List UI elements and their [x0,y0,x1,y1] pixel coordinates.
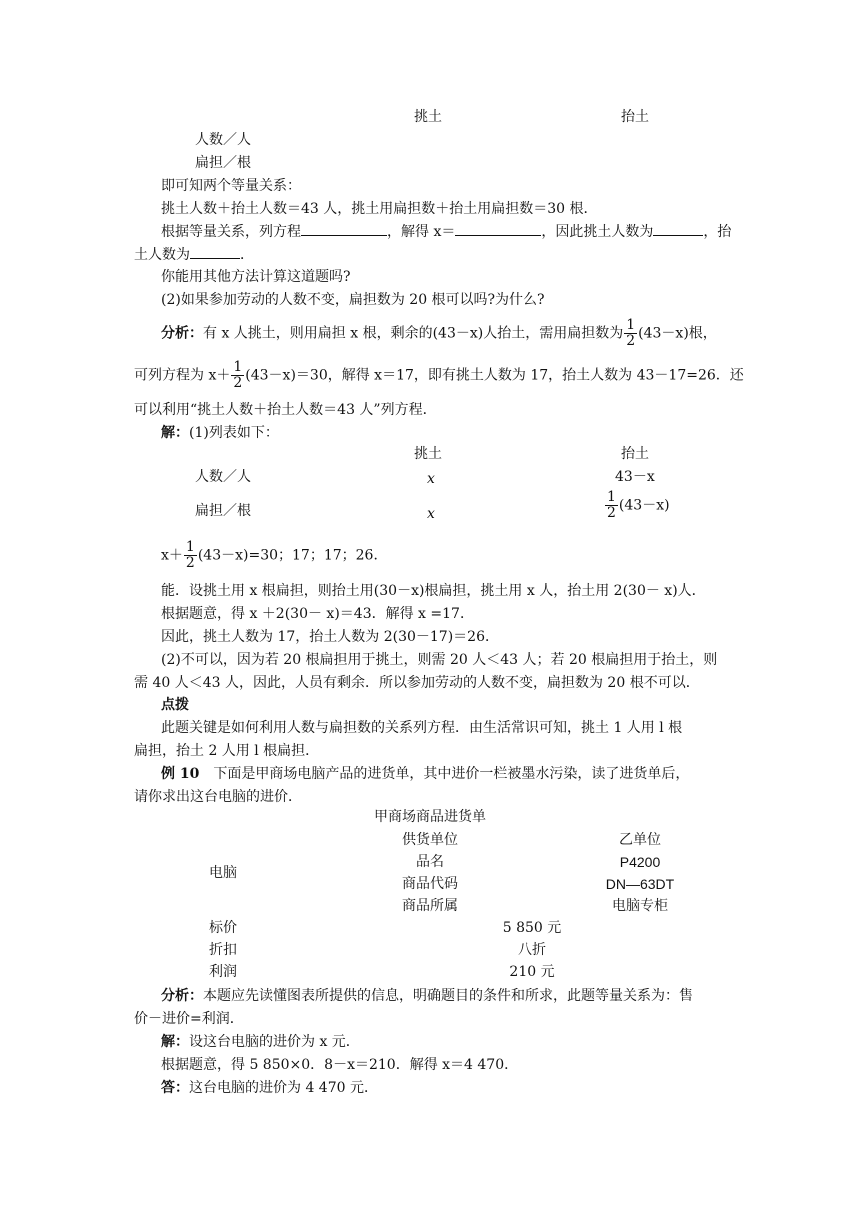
alt-method-line-2: 根据题意，得 x ＋2(30－ x)＝43．解得 x =17． [161,606,474,622]
table2-header-taitu: 抬土 [621,446,649,462]
example-10-line-2: 请你求出这台电脑的进价． [134,789,302,805]
analysis-line-1 [161,318,717,349]
example-10-text-a: 下面是甲商场电脑产品的进货单，其中进价一栏被墨水污染，读了进货单后， [213,766,690,782]
solution-label: 解： [161,425,189,441]
equation-text-f: ． [240,247,254,263]
analysis2-text-a: 可列方程为 x＋ [134,367,231,384]
fraction-half [624,318,637,349]
table2-cell-poles-taitu-expr: (43－x) [618,497,670,514]
part2-line-1: (2)不可以，因为若 20 根扁担用于挑土，则需 20 人＜43 人；若 20 根扁担用于抬土，则 [161,652,718,668]
question-2: (2)如果参加劳动的人数不变，扁担数为 20 根可以吗?为什么? [161,292,545,308]
invoice-name-value: P4200 [619,854,661,870]
invoice-price-value: 5 850 元 [502,920,562,936]
table2-cell-people-tiaotu: x [427,471,435,487]
relation-line: 挑土人数＋抬土人数＝43 人，挑土用扁担数＋抬土用扁担数＝30 根． [161,201,598,217]
invoice-name-label: 品名 [416,854,444,870]
other-method-question: 你能用其他方法计算这道题吗? [161,269,351,285]
table1-row-poles: 扁担／根 [195,155,251,171]
answer-blank-taitu [190,244,240,259]
answer-blank-equation [301,221,387,236]
analysis-line-2 [134,360,744,391]
fraction-denominator: 2 [185,555,195,571]
solution-text-a: (1)列表如下： [189,425,279,441]
table1-header-tiaotu: 挑土 [414,109,442,125]
alt-method-line-3: 因此，挑土人数为 17，抬土人数为 2(30－17)＝26． [161,629,499,645]
solution2-line-1 [161,1032,360,1052]
solution2-line-2: 根据题意，得 5 850×0．8－x＝210．解得 x＝4 470． [161,1057,519,1073]
answer-blank-tiaotu [653,221,703,236]
solution2-text-a: 设这台电脑的进价为 x 元． [189,1034,360,1050]
equation-text-b: ，解得 x＝ [387,224,456,240]
answer-text-b: (43－x)=30；17；17；26． [197,547,388,564]
analysis2-text-line-a: 本题应先读懂图表所提供的信息，明确题目的条件和所求，此题等量关系为：售 [203,988,693,1004]
fraction-numerator: 1 [626,317,636,333]
fraction-denominator: 2 [233,375,243,391]
invoice-supplier-value: 乙单位 [619,832,661,848]
tip-line-1: 此题关键是如何利用人数与扁担数的关系列方程．由生活常识可知，挑土 1 人用 l 根 [161,720,683,736]
answer2-label: 答： [161,1080,189,1096]
part2-line-2: 需 40 人＜43 人，因此，人员有剩余．所以参加劳动的人数不变，扁担数为 20 根不可以． [134,675,700,691]
tip-line-2: 扁担，抬土 2 人用 l 根扁担． [134,743,320,759]
invoice-code-label: 商品代码 [402,876,458,892]
table2-row-people: 人数／人 [195,469,251,485]
table2-cell-people-taitu: 43－x [615,469,655,485]
table1-row-people: 人数／人 [195,132,251,148]
example-10-label: 例 10 [161,766,200,782]
fraction-half [605,490,618,521]
table2-header-tiaotu: 挑土 [414,446,442,462]
fraction-half [184,540,197,571]
table2-cell-poles-tiaotu: x [427,506,435,522]
invoice-discount-label: 折扣 [209,942,237,958]
invoice-belong-value: 电脑专柜 [612,898,668,914]
equation-text-d: ，抬 [703,224,732,240]
fraction-numerator: 1 [185,539,195,555]
alt-method-line-1: 能．设挑土用 x 根扁担，则抬土用(30－x)根扁担，挑土用 x 人，抬土用 2(30－ x)人． [161,583,706,599]
fraction-numerator: 1 [607,489,616,505]
analysis2-line-2: 价－进价=利润． [134,1011,244,1027]
invoice-price-label: 标价 [209,920,237,936]
invoice-profit-label: 利润 [209,964,237,980]
fraction-denominator: 2 [607,505,616,521]
fraction-half [231,360,244,391]
analysis2-label: 分析： [161,988,203,1004]
table2-cell-poles-taitu [604,490,670,521]
tip-label: 点拨 [161,697,189,713]
invoice-discount-value: 八折 [518,942,546,958]
invoice-code-value: DN—63DT [605,876,675,892]
table1-header-taitu: 抬土 [621,109,649,125]
table2-row-poles: 扁担／根 [195,503,251,519]
relations-intro: 即可知两个等量关系： [161,178,301,194]
invoice-computer-label: 电脑 [209,865,237,881]
answer2-line [161,1078,378,1098]
solution-line-1 [161,423,279,443]
answer-line [161,540,387,571]
analysis-text-b: (43－x)根， [638,325,717,342]
fraction-denominator: 2 [626,333,636,349]
analysis-text-a: 有 x 人挑土，则用扁担 x 根，剩余的(43－x)人抬土，需用扁担数为 [203,325,624,342]
equation-line [161,221,731,242]
invoice-profit-value: 210 元 [509,964,555,980]
answer-blank-x [455,221,541,236]
analysis-label: 分析： [161,325,203,342]
fraction-numerator: 1 [233,359,243,375]
solution2-label: 解： [161,1034,189,1050]
answer2-text: 这台电脑的进价为 4 470 元． [189,1080,378,1096]
equation-line-2 [134,244,254,265]
analysis2-line-1 [161,986,693,1006]
invoice-supplier-label: 供货单位 [402,832,458,848]
answer-text-a: x＋ [161,547,183,564]
equation-text-e: 土人数为 [134,247,190,263]
equation-text-c: ，因此挑土人数为 [541,224,654,240]
example-10-line-1 [161,764,689,784]
analysis-line-3: 可以利用“挑土人数＋抬土人数＝43 人”列方程． [134,402,437,418]
equation-text-a: 根据等量关系，列方程 [161,224,301,240]
invoice-belong-label: 商品所属 [402,898,458,914]
invoice-title: 甲商场商品进货单 [374,809,486,825]
analysis2-text-b: (43－x)＝30，解得 x＝17，即有挑土人数为 17，抬土人数为 43－17=26．还 [245,367,744,384]
